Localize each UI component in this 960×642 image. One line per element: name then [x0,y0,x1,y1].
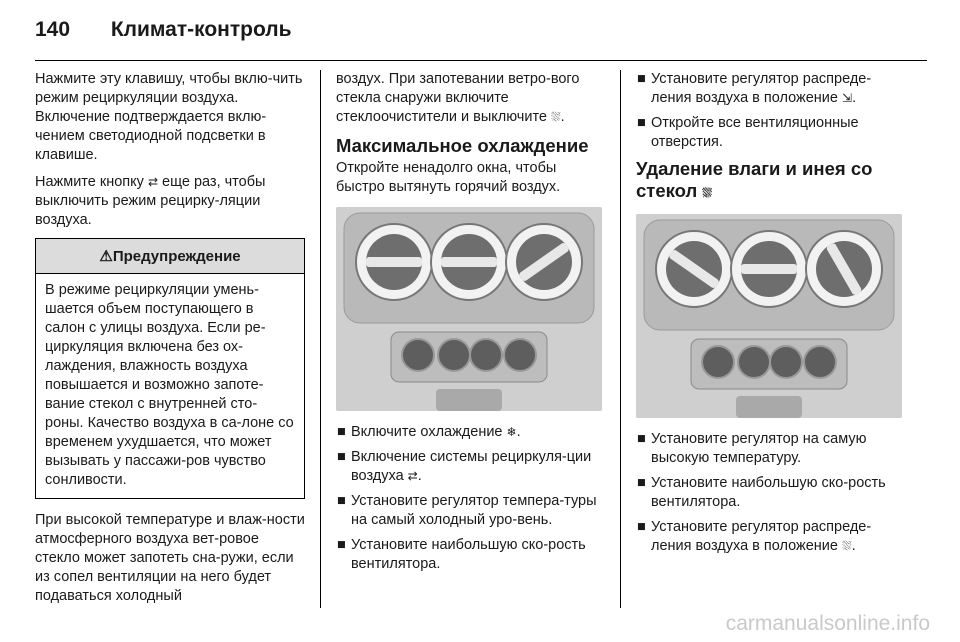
text: воздух. При запотевании ветро-вого стекла снаружи включите стеклоочистители и выключите [336,71,580,125]
text: Включение системы рециркуля-ции воздуха [351,449,592,484]
distribution-knob [506,224,582,300]
bullet-icon: ■ [637,519,646,535]
bullet-icon: ■ [637,475,646,491]
text: Установите наибольшую ско-рость вентилятора. [351,537,586,572]
column-2 [336,70,604,580]
temperature-knob [356,224,432,300]
climate-control-illustration-1 [336,207,602,411]
heading-max-cooling: Максимальное охлаждение [336,135,589,156]
text: Установите регулятор распреде-ления воздуха в положение [651,71,872,106]
column-3 [636,70,904,562]
paragraph-fogging: При высокой температуре и влаж-ности атмосферного воздуха вет-ровое стекло может запотеть сна-ружи, если из сопел вентиляции на него будет подаваться холодный [35,512,305,604]
heading-defog [636,158,904,204]
warning-header [36,239,304,274]
list-item [336,448,604,486]
fan-knob [731,231,807,307]
list-item [636,70,904,108]
bullet-icon: ■ [637,71,646,87]
text: Установите наибольшую ско-рость вентилятора. [651,475,886,510]
text: . [516,424,521,440]
paragraph-recirc-off [35,173,305,230]
text: Установите регулятор распреде-ления воздуха в положение [651,519,872,554]
steps-list-max-cooling [336,423,604,574]
warning-title: Предупреждение [112,248,241,265]
bullet-icon: ■ [337,537,346,553]
footwell-icon: ⇲ [842,91,853,105]
climate-control-illustration-2 [636,214,902,418]
text: Удаление влаги и инея со стекол [636,158,873,201]
paragraph-wipers: воздух. При запотевании ветро-вого стекла снаружи включите стеклоочистители и выключите ⛆. [336,71,580,125]
list-item [336,536,604,574]
text: Установите регулятор темпера-туры на самый холодный уро-вень. [351,493,597,528]
column-1 [35,70,305,614]
bullet-icon: ■ [337,424,346,440]
bullet-icon: ■ [337,449,346,465]
temperature-knob [656,231,732,307]
text: еще раз, чтобы выключить режим рецирку-ляции воздуха. [35,174,266,228]
text: Включите охлаждение [351,424,503,440]
list-item [336,492,604,530]
bullet-icon: ■ [337,493,346,509]
text: Откройте все вентиляционные отверстия. [651,115,859,150]
text: . [852,90,857,106]
page-number: 140 [35,18,71,41]
column-divider-1 [320,70,321,608]
warning-box [35,238,305,499]
recirculation-icon: ⇄ [407,469,418,483]
warning-text: В режиме рециркуляции умень-шается объем поступающего в салон с улицы воздуха. Если ре-циркуляция включена без ох-лаждения, влажность воздуха повышается и возможно запоте-вание стекол с внутренней сто-роны. Качество воздуха в са-лоне со временем ухудшается, что может вызывать у пассажи-ров чувство сонливости. [45,282,294,488]
text: . [417,468,422,484]
air-conditioning-icon: ❄ [506,425,517,439]
header-rule [35,60,927,61]
paragraph-recirc-on: Нажмите эту клавишу, чтобы вклю-чить режим рециркуляции воздуха. Включение подтверждается вклю-чением светодиодной подсветки в клавише. [35,71,303,163]
distribution-knob [806,231,882,307]
paragraph-open-windows: Откройте ненадолго окна, чтобы быстро вытянуть горячий воздух. [336,160,561,195]
climate-panel-drawing [636,214,902,418]
defrost-icon: ⛆ [702,186,712,200]
list-item [636,430,904,468]
watermark: carmanualsonline.info [725,612,930,635]
text: Нажмите кнопку [35,174,144,190]
list-item [636,114,904,152]
fan-knob [431,224,507,300]
defrost-icon: ⛆ [551,110,561,124]
warning-icon: ⚠ [99,248,113,265]
page-title: Климат-контроль [110,18,292,41]
climate-panel-drawing [336,207,602,411]
bullet-icon: ■ [637,431,646,447]
bullet-icon: ■ [637,115,646,131]
column-divider-2 [620,70,621,608]
list-item [336,423,604,442]
page-header [35,18,292,42]
list-item [636,474,904,512]
text: . [851,538,856,554]
steps-list-defog [636,430,904,556]
text: Установите регулятор на самую высокую температуру. [651,431,867,466]
defrost-icon: ⛆ [842,539,852,553]
steps-list-continued [636,70,904,152]
recirculation-icon: ⇄ [147,175,158,189]
list-item [636,518,904,556]
